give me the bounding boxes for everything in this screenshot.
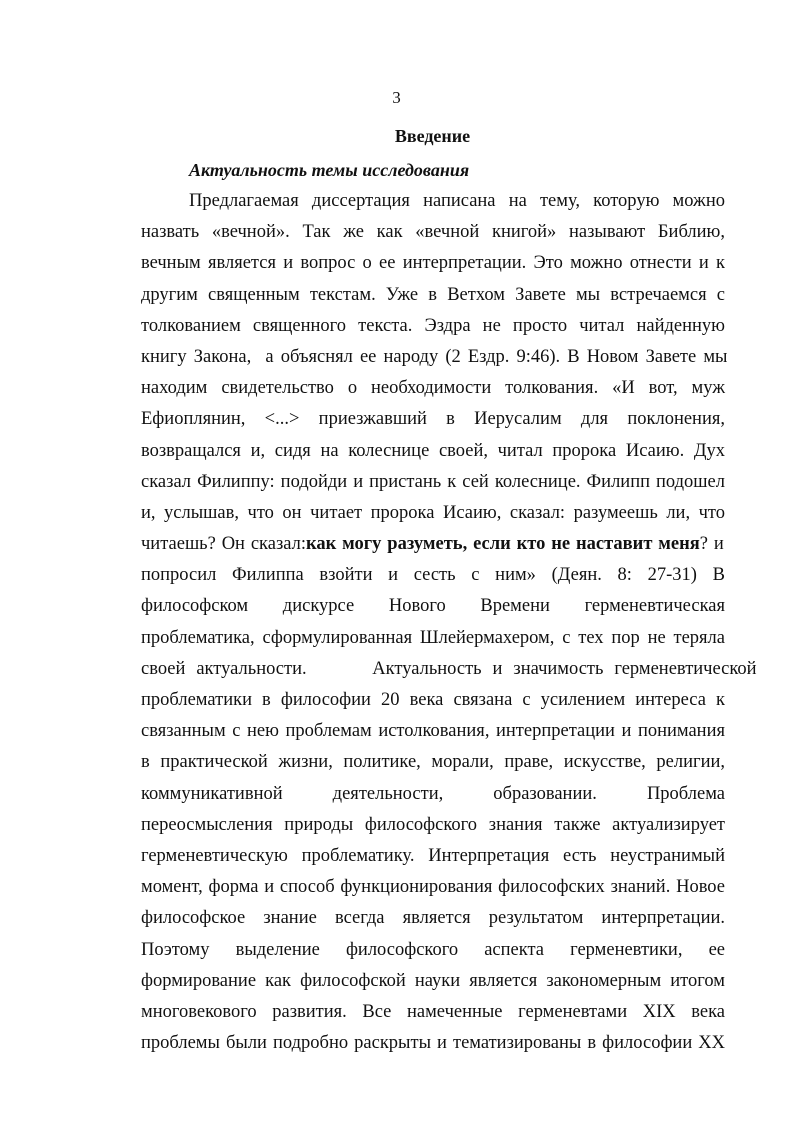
text-line: попросил Филиппа взойти и сесть с ним» (Деян. 8: 27-31) В <box>141 565 725 586</box>
text-line: и, услышав, что он читает пророка Исаию, сказал: разумеешь ли, что <box>141 502 725 523</box>
text-line: книгу Закона, а объяснял ее народу (2 Ездр. 9:46). В Новом Завете мы <box>141 346 728 367</box>
text-line: вечным является и вопрос о ее интерпретации. Это можно отнести и к <box>141 253 725 274</box>
paragraph-lines-continued <box>141 560 757 1059</box>
text-line: своей актуальности. Актуальность и значимость герменевтической <box>141 658 757 679</box>
text-line: момент, форма и способ функционирования философских знаний. Новое <box>141 877 725 898</box>
text-line <box>141 529 725 560</box>
subsection-heading: Актуальность темы исследования <box>189 160 470 180</box>
text-line: Предлагаемая диссертация написана на тему, которую можно <box>189 191 725 211</box>
text-line: переосмысления природы философского знания также актуализирует <box>141 814 725 835</box>
section-heading: Введение <box>394 126 471 146</box>
text-line: назвать «вечной». Так же как «вечной книгой» называют Библию, <box>141 222 725 243</box>
text-line: многовекового развития. Все намеченные герменевтами XIX века <box>141 1001 725 1022</box>
text-line: проблематики в философии 20 века связана с усилением интереса к <box>141 690 725 710</box>
text-line: Ефиоплянин, <...> приезжавший в Иерусалим для поклонения, <box>141 409 725 430</box>
text-line: в практической жизни, политике, морали, праве, искусстве, религии, <box>141 752 725 773</box>
text-line: философское знание всегда является результатом интерпретации. <box>141 908 725 929</box>
paragraph-lines <box>141 186 728 529</box>
text-line: коммуникативной деятельности, образовании. Проблема <box>141 783 725 804</box>
page-number: 3 <box>392 88 401 107</box>
text-line: возвращался и, сидя на колеснице своей, читал пророка Исаию. Дух <box>141 440 725 461</box>
text-line: проблематика, сформулированная Шлейермахером, с тех пор не теряла <box>141 627 725 648</box>
text-line-prefix: читаешь? Он сказал:как могу разуметь, если кто не наставит меня? и <box>141 529 724 560</box>
text-line: формирование как философской науки является закономерным итогом <box>141 970 725 991</box>
text-line: философском дискурсе Нового Времени герменевтическая <box>141 596 725 617</box>
text-line: Поэтому выделение философского аспекта герменевтики, ее <box>141 939 725 960</box>
text-line: сказал Филиппу: подойди и пристань к сей колеснице. Филипп подошел <box>141 471 725 492</box>
text-line: толкованием священного текста. Эздра не просто читал найденную <box>141 315 725 336</box>
text-line: находим свидетельство о необходимости толкования. «И вот, муж <box>141 378 725 399</box>
text-line: герменевтическую проблематику. Интерпретация есть неустранимый <box>141 845 725 866</box>
body-text <box>141 186 757 1059</box>
text-line: связанным с нею проблемам истолкования, интерпретации и понимания <box>141 721 725 742</box>
emphasized-quote: как могу разуметь, если кто не наставит меня <box>306 534 700 555</box>
text-line: другим священным текстам. Уже в Ветхом Завете мы встречаемся с <box>141 284 725 305</box>
text-line: проблемы были подробно раскрыты и тематизированы в философии XX <box>141 1033 725 1054</box>
